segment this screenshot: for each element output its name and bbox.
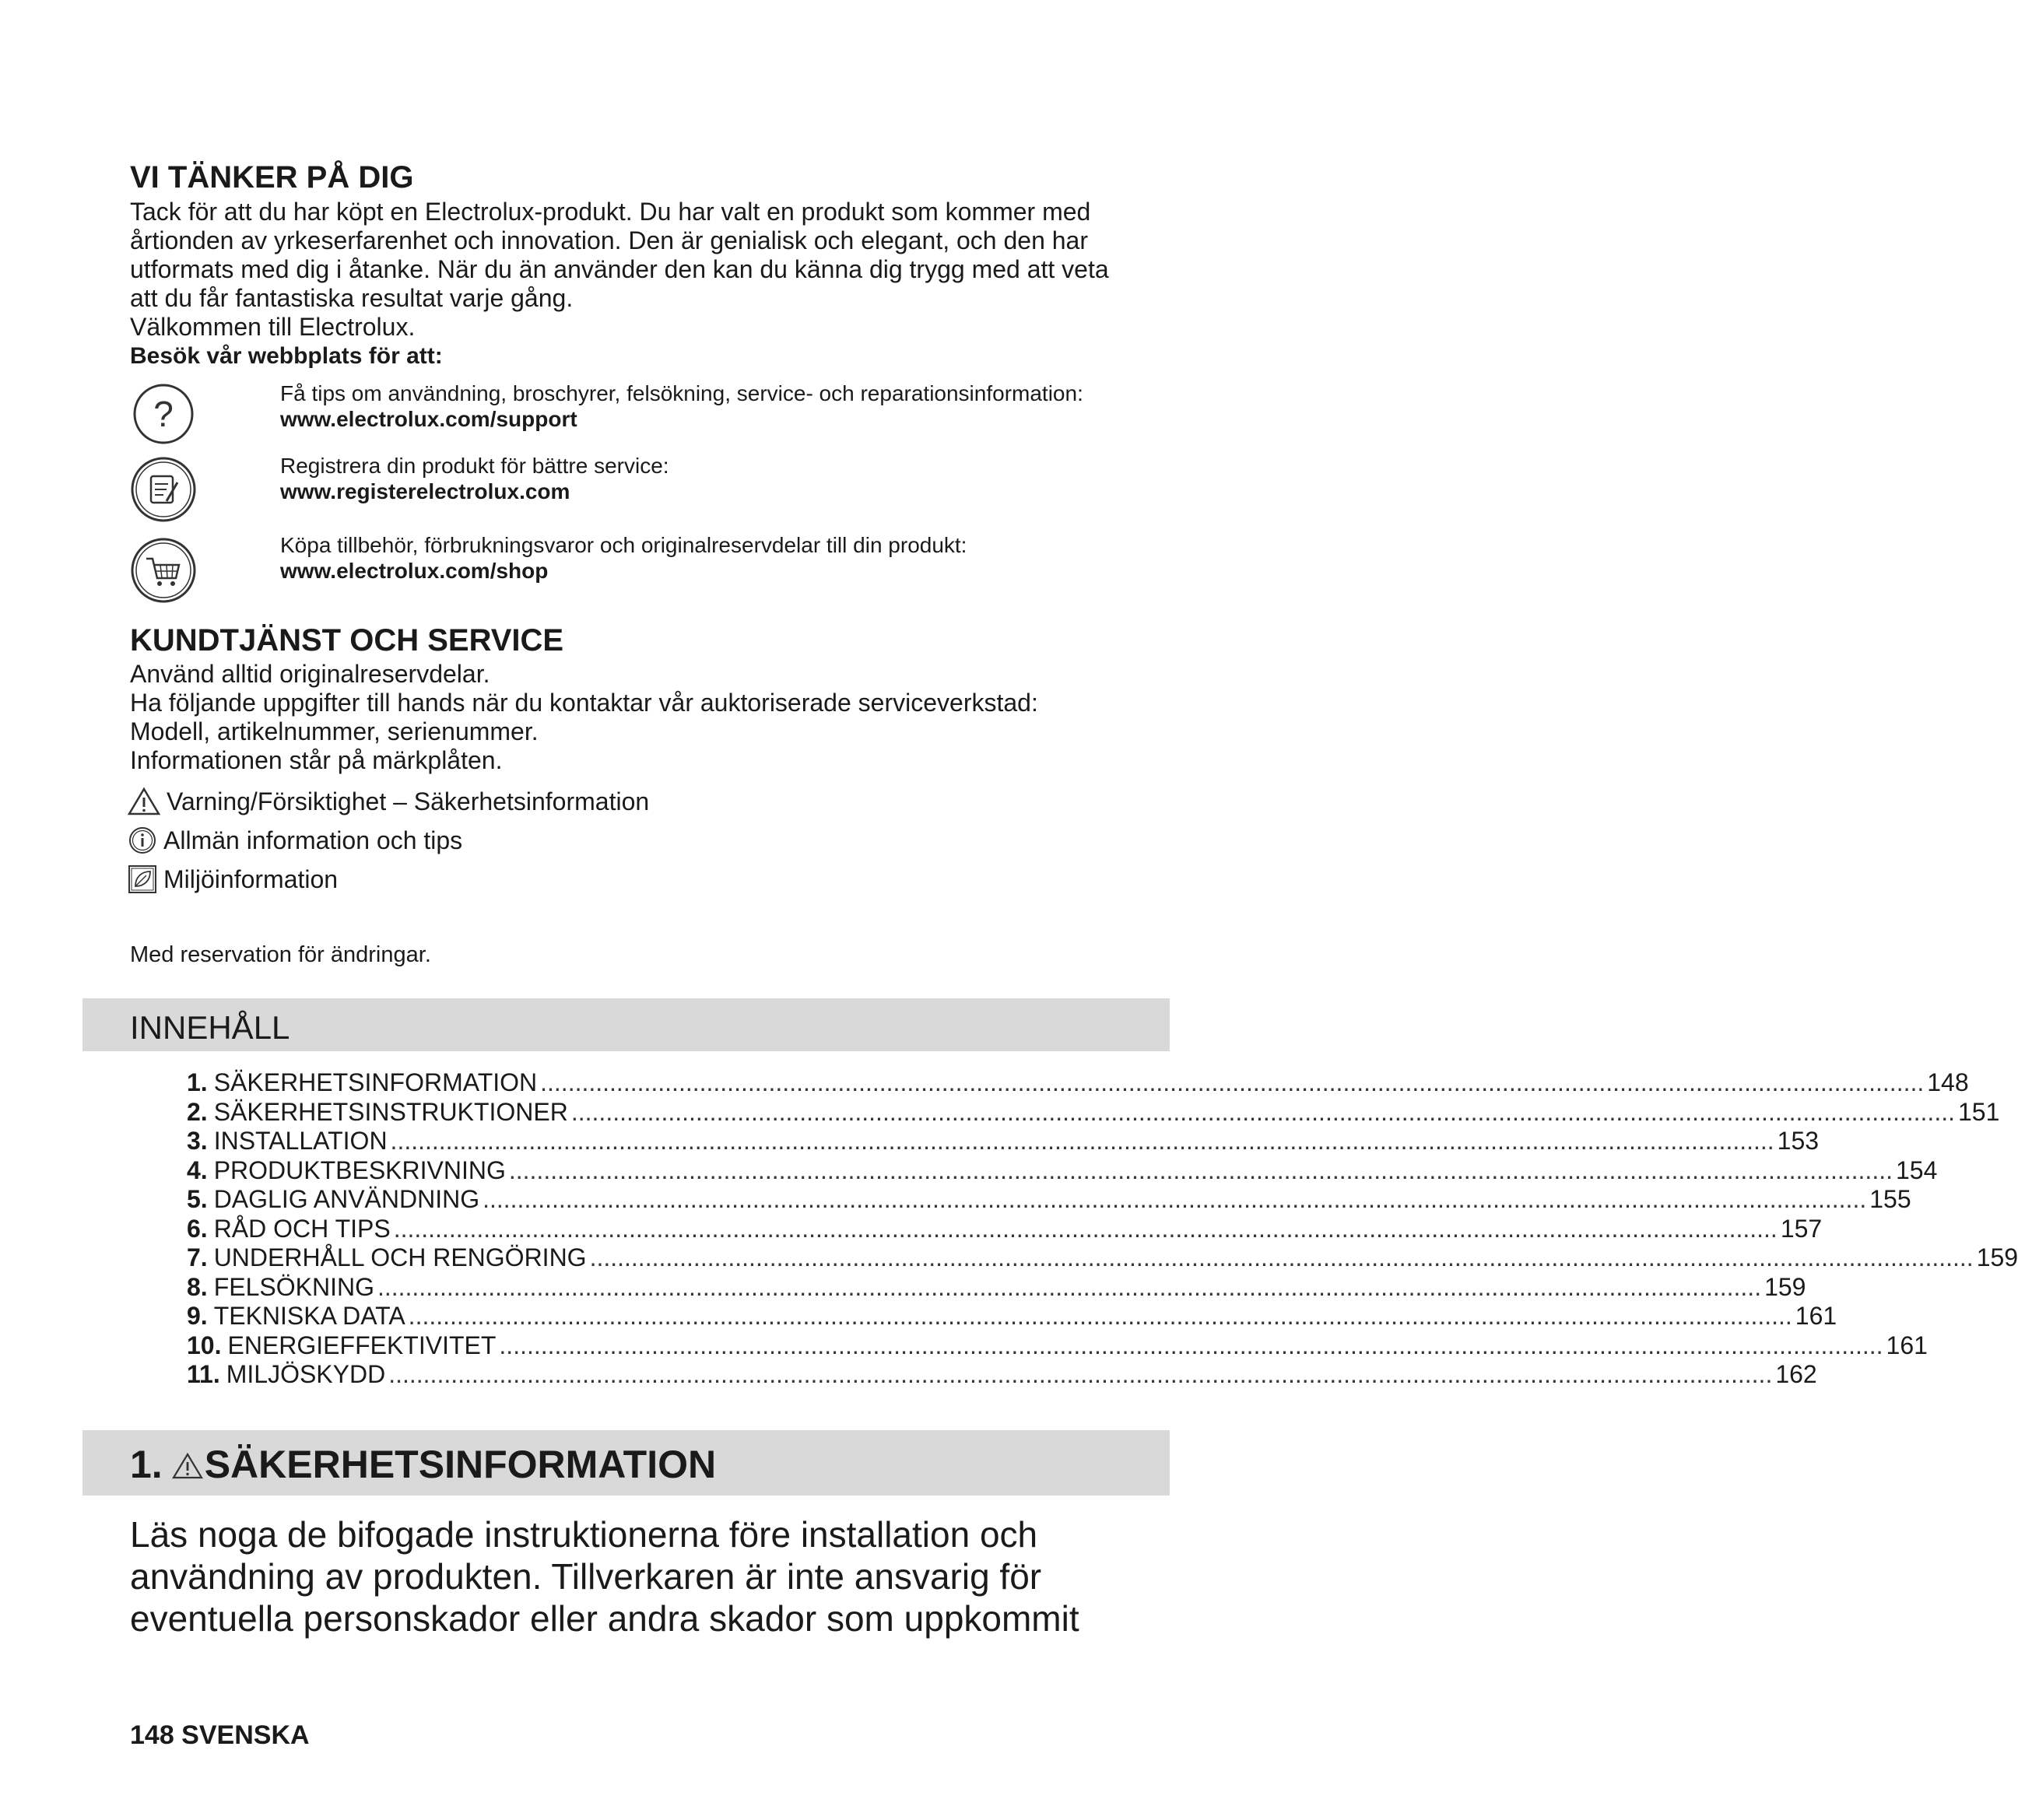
legend-info <box>128 821 649 860</box>
info-icon <box>128 826 157 855</box>
shopping-cart-icon <box>128 535 199 605</box>
support-text: Få tips om användning, broschyrer, felsökning, service- och reparationsinformation: <box>280 381 1083 405</box>
change-note: Med reservation för ändringar. <box>130 942 431 967</box>
welcome-greeting: Välkommen till Electrolux. <box>130 313 416 341</box>
toc-item-title: UNDERHÅLL OCH RENGÖRING <box>213 1243 587 1271</box>
toc-item[interactable] <box>187 1127 1820 1156</box>
toc-band <box>82 998 1170 1051</box>
support-link-row <box>280 380 1083 432</box>
safety-heading <box>130 1443 716 1486</box>
toc-item-page: 157 <box>1780 1214 1823 1243</box>
toc-leader: ........................................................................................................................................................................................................ <box>508 1155 1893 1184</box>
page-footer: 148 SVENSKA <box>130 1720 310 1750</box>
support-url[interactable]: www.electrolux.com/support <box>280 407 577 431</box>
shop-url[interactable]: www.electrolux.com/shop <box>280 559 549 583</box>
toc-item-title: RÅD OCH TIPS <box>213 1214 391 1243</box>
safety-band <box>82 1430 1170 1496</box>
service-line-3: Modell, artikelnummer, serienummer. <box>130 717 539 745</box>
toc-item-number: 7. <box>187 1243 208 1271</box>
visit-heading: Besök vår webbplats för att: <box>130 343 443 369</box>
toc-leader: ........................................................................................................................................................................................................ <box>408 1302 1792 1330</box>
service-line-1: Använd alltid originalreservdelar. <box>130 660 490 688</box>
toc-item-title: MILJÖSKYDD <box>226 1360 386 1388</box>
toc-leader: ........................................................................................................................................................................................................ <box>393 1214 1778 1243</box>
toc-item[interactable] <box>187 1243 2018 1273</box>
toc-item-page: 162 <box>1775 1360 1817 1388</box>
legend-environment <box>128 860 649 899</box>
warning-icon <box>172 1452 203 1480</box>
toc-item-number: 5. <box>187 1185 208 1213</box>
safety-intro-line-2: användning av produkten. Tillverkaren är inte ansvarig för <box>130 1556 1042 1597</box>
toc-item-number: 3. <box>187 1127 208 1155</box>
welcome-line-2: årtionden av yrkeserfarenhet och innovation. Den är genialisk och elegant, och den har <box>130 226 1088 254</box>
register-icon <box>128 454 199 524</box>
toc-leader: ........................................................................................................................................................................................................ <box>540 1068 1925 1096</box>
service-line-4: Informationen står på märkplåten. <box>130 746 503 774</box>
toc-item-page: 151 <box>1957 1097 2000 1126</box>
toc-item-page: 154 <box>1895 1155 1938 1184</box>
toc-item-number: 2. <box>187 1097 208 1126</box>
toc-item-page: 155 <box>1869 1185 1911 1213</box>
toc-item-title: TEKNISKA DATA <box>213 1302 405 1330</box>
safety-intro-line-3: eventuella personskador eller andra skador som uppkommit <box>130 1598 1079 1639</box>
toc-item-title: FELSÖKNING <box>213 1272 374 1301</box>
toc-item-page: 159 <box>1976 1243 2018 1271</box>
safety-title: SÄKERHETSINFORMATION <box>204 1443 717 1486</box>
toc-item-number: 6. <box>187 1214 208 1243</box>
shop-text: Köpa tillbehör, förbrukningsvaror och originalreservdelar till din produkt: <box>280 533 967 557</box>
toc-leader: ........................................................................................................................................................................................................ <box>589 1243 1974 1271</box>
toc-item-page: 161 <box>1795 1302 1837 1330</box>
toc-item-title: DAGLIG ANVÄNDNING <box>213 1185 480 1213</box>
toc-leader: ........................................................................................................................................................................................................ <box>377 1272 1762 1301</box>
register-text: Registrera din produkt för bättre service: <box>280 454 669 478</box>
toc-item[interactable] <box>187 1331 1928 1361</box>
welcome-heading: VI TÄNKER PÅ DIG <box>130 160 414 195</box>
toc-item[interactable] <box>187 1214 1823 1244</box>
welcome-line-4: att du får fantastiska resultat varje gång. <box>130 284 574 312</box>
service-heading: KUNDTJÄNST OCH SERVICE <box>130 623 564 658</box>
welcome-line-3: utformats med dig i åtanke. När du än använder den kan du känna dig trygg med att veta <box>130 255 1109 283</box>
toc-leader: ........................................................................................................................................................................................................ <box>499 1331 1883 1359</box>
welcome-paragraph <box>130 198 1173 370</box>
toc-leader: ........................................................................................................................................................................................................ <box>390 1127 1774 1155</box>
toc-item-page: 148 <box>1927 1068 1969 1096</box>
toc-item-number: 10. <box>187 1331 222 1359</box>
question-icon <box>128 381 199 447</box>
toc-list <box>187 1068 2018 1390</box>
toc-leader: ........................................................................................................................................................................................................ <box>570 1097 1955 1126</box>
toc-item-number: 9. <box>187 1302 208 1330</box>
toc-item-title: PRODUKTBESKRIVNING <box>213 1155 506 1184</box>
svg-text:?: ? <box>153 394 174 434</box>
toc-item[interactable] <box>187 1302 1837 1331</box>
toc-item-page: 153 <box>1777 1127 1820 1155</box>
environment-icon <box>128 864 157 894</box>
toc-item[interactable] <box>187 1068 1969 1098</box>
warning-icon <box>128 787 160 816</box>
safety-intro <box>130 1513 1188 1639</box>
legend-info-text: Allmän information och tips <box>163 826 463 854</box>
toc-item-number: 8. <box>187 1272 208 1301</box>
toc-leader: ........................................................................................................................................................................................................ <box>483 1185 1867 1213</box>
toc-item-page: 159 <box>1764 1272 1806 1301</box>
register-url[interactable]: www.registerelectrolux.com <box>280 479 570 503</box>
toc-item[interactable] <box>187 1360 1817 1390</box>
toc-item-title: ENERGIEFFEKTIVITET <box>227 1331 497 1359</box>
toc-item-title: INSTALLATION <box>213 1127 388 1155</box>
toc-item-title: SÄKERHETSINFORMATION <box>213 1068 538 1096</box>
toc-item-number: 11. <box>187 1360 220 1388</box>
toc-item-number: 1. <box>187 1068 208 1096</box>
service-text <box>130 660 1173 775</box>
toc-item-number: 4. <box>187 1155 208 1184</box>
toc-heading: INNEHÅLL <box>130 1009 290 1046</box>
toc-item[interactable] <box>187 1272 1806 1303</box>
shop-link-row <box>280 532 967 584</box>
register-link-row <box>280 453 669 504</box>
legend-warning <box>128 782 649 821</box>
toc-item[interactable] <box>187 1185 1911 1215</box>
legend-warning-text: Varning/Försiktighet – Säkerhetsinformation <box>167 787 650 815</box>
toc-item-page: 161 <box>1886 1331 1928 1359</box>
toc-item-title: SÄKERHETSINSTRUKTIONER <box>213 1097 568 1126</box>
welcome-line-1: Tack för att du har köpt en Electrolux-produkt. Du har valt en produkt som kommer med <box>130 198 1091 226</box>
service-line-2: Ha följande uppgifter till hands när du kontaktar vår auktoriserade serviceverkstad: <box>130 689 1038 717</box>
legend-environment-text: Miljöinformation <box>163 865 339 893</box>
toc-leader: ........................................................................................................................................................................................................ <box>388 1360 1773 1388</box>
safety-intro-line-1: Läs noga de bifogade instruktionerna före installation och <box>130 1514 1038 1555</box>
legend <box>128 782 649 899</box>
safety-section-number: 1. <box>130 1443 163 1486</box>
toc-item[interactable] <box>187 1097 2000 1127</box>
toc-item[interactable] <box>187 1155 1938 1186</box>
